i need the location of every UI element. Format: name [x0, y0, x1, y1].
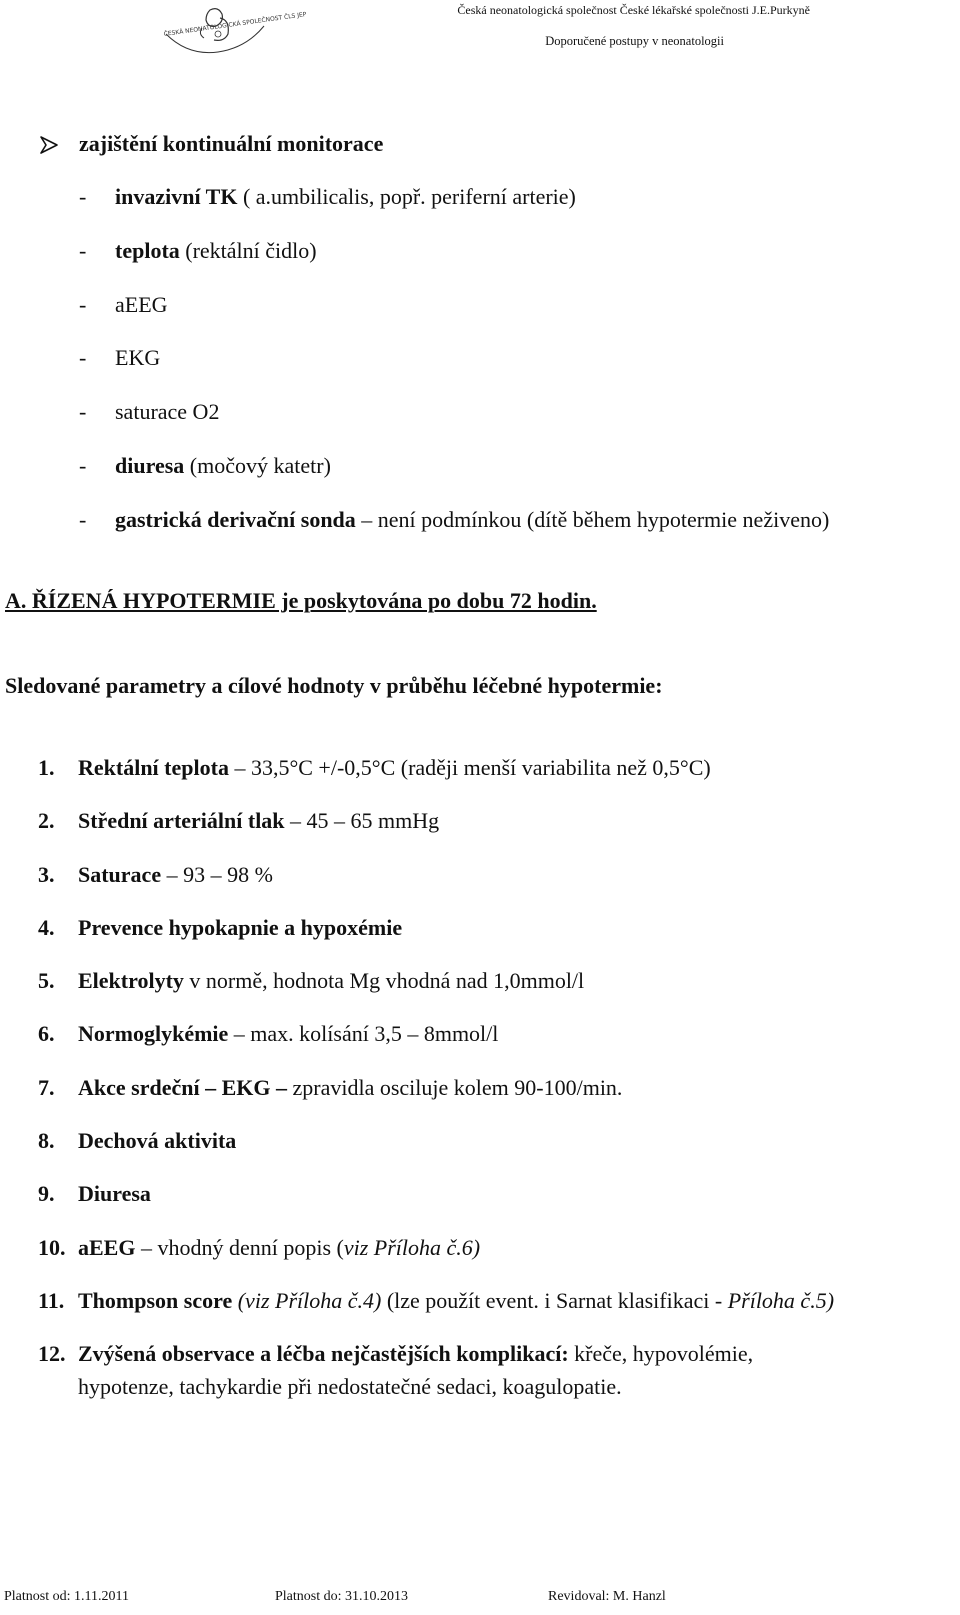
dash-marker: -: [79, 507, 87, 532]
dash-marker: -: [79, 345, 87, 370]
section-a-heading: A. ŘÍZENÁ HYPOTERMIE je poskytována po dobu 72 hodin.: [5, 588, 597, 613]
item-number: 10.: [38, 1235, 66, 1260]
param-item-10: aEEG – vhodný denní popis (viz Příloha č.6): [78, 1235, 481, 1260]
arrow-bullet-icon: [38, 134, 60, 156]
monitoring-item-5: saturace O2: [115, 399, 220, 424]
footer-valid-to: Platnost do: 31.10.2013: [275, 1589, 409, 1604]
param-item-12-line2: hypotenze, tachykardie při nedostatečné sedaci, koagulopatie.: [78, 1374, 622, 1399]
param-item-7: Akce srdeční – EKG – zpravidla osciluje kolem 90-100/min.: [78, 1075, 623, 1100]
monitoring-heading: zajištění kontinuální monitorace: [79, 131, 384, 156]
item-number: 12.: [38, 1341, 66, 1366]
item-number: 3.: [38, 862, 55, 887]
param-item-6: Normoglykémie – max. kolísání 3,5 – 8mmol/l: [78, 1021, 499, 1046]
param-item-2: Střední arteriální tlak – 45 – 65 mmHg: [78, 808, 440, 833]
item-number: 9.: [38, 1181, 55, 1206]
logo-lettering: [158, 4, 307, 64]
item-number: 4.: [38, 915, 55, 940]
footer-revised: Revidoval: M. Hanzl: [548, 1589, 666, 1604]
item-number: 2.: [38, 808, 55, 833]
monitoring-item-2: teplota (rektální čidlo): [115, 238, 317, 263]
dash-marker: -: [79, 238, 87, 263]
header-society: Česká neonatologická společnost České lékařské společnosti J.E.Purkyně: [457, 3, 810, 17]
item-number: 8.: [38, 1128, 55, 1153]
param-item-9: Diuresa: [78, 1181, 151, 1206]
monitoring-item-4: EKG: [115, 345, 161, 370]
params-heading: Sledované parametry a cílové hodnoty v průběhu léčebné hypotermie:: [5, 673, 663, 698]
param-item-12: Zvýšená observace a léčba nejčastějších komplikací: křeče, hypovolémie,: [78, 1341, 754, 1366]
dash-marker: -: [79, 399, 87, 424]
header-subtitle: Doporučené postupy v neonatologii: [545, 34, 724, 48]
param-item-1: Rektální teplota – 33,5°C +/-0,5°C (raději menší variabilita než 0,5°C): [78, 755, 711, 780]
item-number: 1.: [38, 755, 55, 780]
svg-text:ČESKÁ NEONATOLOGICKÁ SPOLEČNOS: ČESKÁ NEONATOLOGICKÁ SPOLEČNOST ČLS JEP: [163, 11, 307, 38]
param-item-11: Thompson score (viz Příloha č.4) (lze použít event. i Sarnat klasifikaci - Příloha č.5): [78, 1288, 835, 1313]
monitoring-item-7: gastrická derivační sonda – není podmínkou (dítě během hypotermie neživeno): [115, 507, 830, 532]
param-item-3: Saturace – 93 – 98 %: [78, 862, 273, 887]
item-number: 6.: [38, 1021, 55, 1046]
param-item-8: Dechová aktivita: [78, 1128, 237, 1153]
item-number: 11.: [38, 1288, 65, 1313]
dash-marker: -: [79, 184, 87, 209]
monitoring-item-6: diuresa (močový katetr): [115, 453, 331, 478]
dash-marker: -: [79, 453, 87, 478]
monitoring-item-1: invazivní TK ( a.umbilicalis, popř. periferní arterie): [115, 184, 576, 209]
param-item-5: Elektrolyty v normě, hodnota Mg vhodná nad 1,0mmol/l: [78, 968, 585, 993]
item-number: 7.: [38, 1075, 55, 1100]
monitoring-item-3: aEEG: [115, 292, 168, 317]
param-item-4: Prevence hypokapnie a hypoxémie: [78, 915, 403, 940]
item-number: 5.: [38, 968, 55, 993]
footer-valid-from: Platnost od: 1.11.2011: [4, 1589, 129, 1604]
dash-marker: -: [79, 292, 87, 317]
